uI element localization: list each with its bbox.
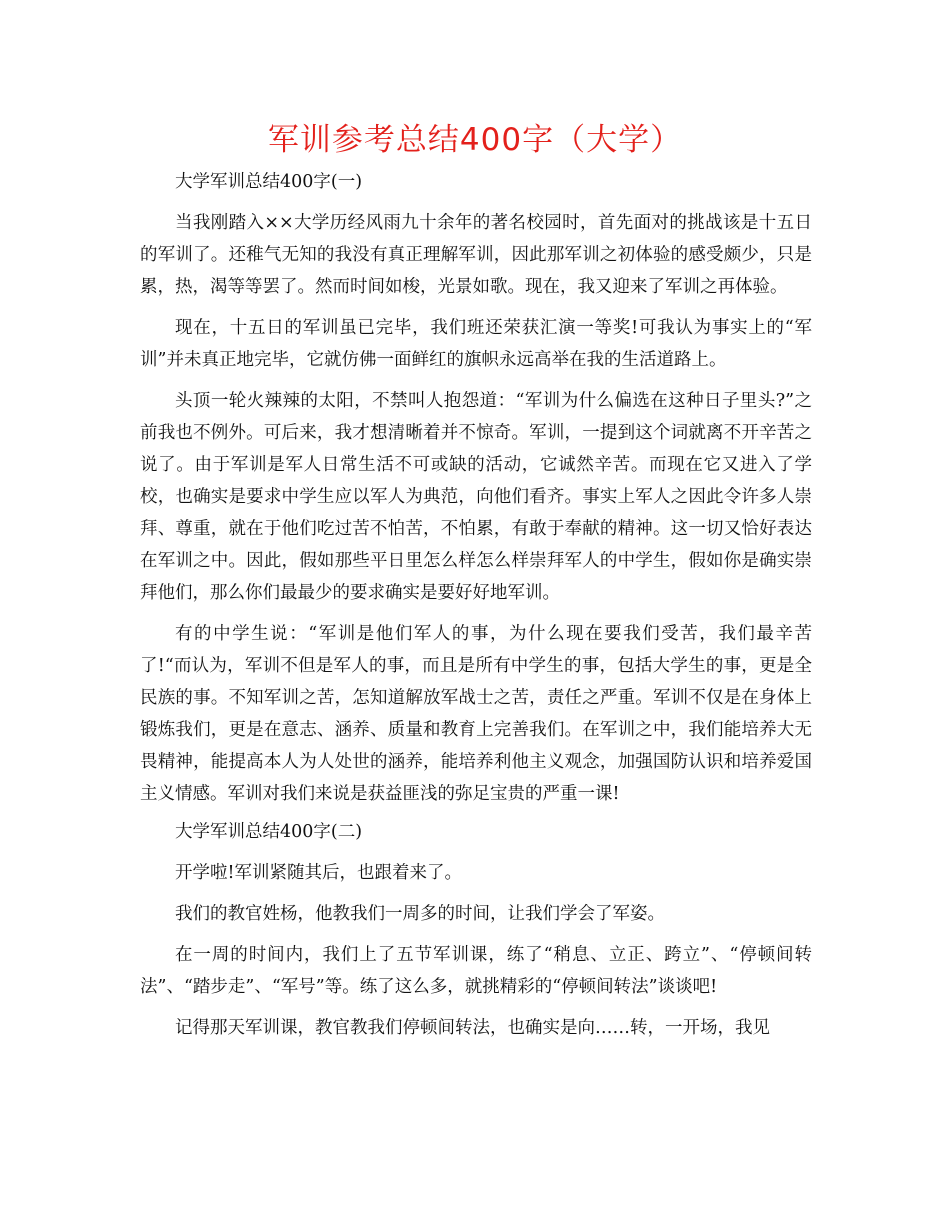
paragraph: 开学啦!军训紧随其后，也跟着来了。: [175, 863, 463, 883]
paragraph: 记得那天军训课，教官教我们停顿间转法，也确实是向……转，一开场，我见: [175, 1018, 770, 1038]
section-heading-2: 大学军训总结400字(二): [175, 822, 363, 842]
paragraph: 现在，十五日的军训虽已完毕，我们班还荣获汇演一等奖!可我认为事实上的“军训”并未真正地完毕，它就仿佛一面鲜红的旗帜永远高举在我的生活道路上。: [140, 318, 812, 370]
paragraph: 头顶一轮火辣辣的太阳，不禁叫人抱怨道：“军训为什么偏选在这种日子里头?”之前我也不例外。可后来，我才想清晰着并不惊奇。军训，一提到这个词就离不开辛苦之说了。由于军训是军人日常生活不可或缺的活动，它诚然辛苦。而现在它又进入了学校，也确实是要求中学生应以军人为典范，向他们看齐。事实上军人之因此令许多人崇拜、尊重，就在于他们吃过苦不怕苦，不怕累，有敢于奉献的精神。这一切又恰好表达在军训之中。因此，假如那些平日里怎么样怎么样崇拜军人的中学生，假如你是确实崇拜他们，那么你们最最少的要求确实是要好好地军训。: [140, 391, 812, 603]
document-title: 军训参考总结400字（大学）: [267, 122, 683, 158]
paragraph: 有的中学生说：“军训是他们军人的事，为什么现在要我们受苦，我们最辛苦了!“而认为，军训不但是军人的事，而且是所有中学生的事，包括大学生的事，更是全民族的事。不知军训之苦，怎知道解放军战士之苦，责任之严重。军训不仅是在身体上锻炼我们，更是在意志、涵养、质量和教育上完善我们。在军训之中，我们能培养大无畏精神，能提高本人为人处世的涵养，能培养利他主义观念，加强国防认识和培养爱国主义情感。军训对我们来说是获益匪浅的弥足宝贵的严重一课!: [140, 624, 812, 804]
document-body: [140, 166, 812, 1044]
paragraph: 在一周的时间内，我们上了五节军训课，练了“稍息、立正、跨立”、“停顿间转法”、“踏步走”、“军号”等。练了这么多，就挑精彩的“停顿间转法”谈谈吧!: [140, 945, 812, 997]
paragraph: 我们的教官姓杨，他教我们一周多的时间，让我们学会了军姿。: [175, 904, 665, 924]
paragraph: 当我刚踏入××大学历经风雨九十余年的著名校园时，首先面对的挑战该是十五日的军训了。还稚气无知的我没有真正理解军训，因此那军训之初体验的感受颇少，只是累，热，渴等等罢了。然而时间如梭，光景如歌。现在，我又迎来了军训之再体验。: [140, 213, 812, 297]
section-heading-1: 大学军训总结400字(一): [175, 172, 363, 192]
